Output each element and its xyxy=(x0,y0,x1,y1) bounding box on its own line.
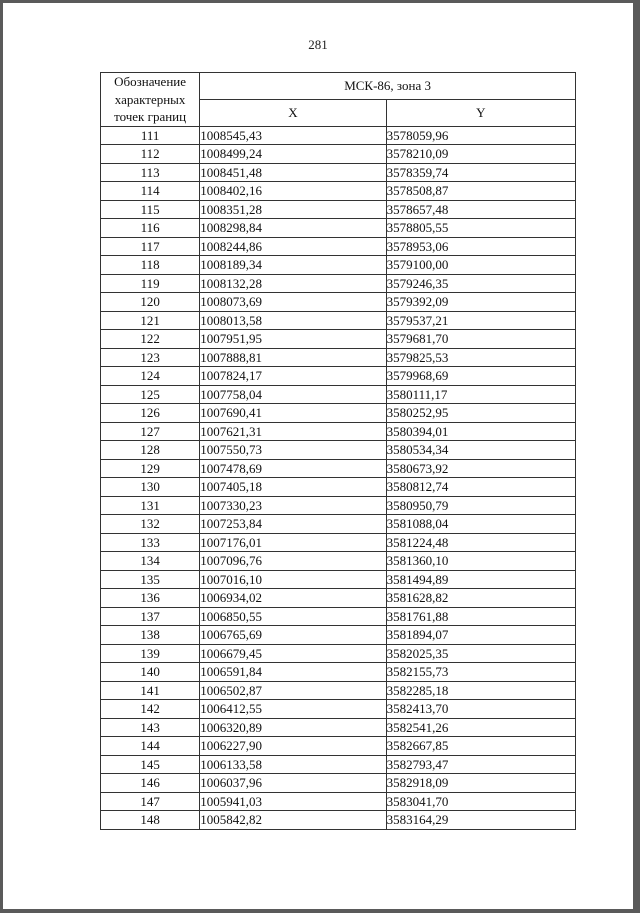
y-coordinate-cell: 3583164,29 xyxy=(386,811,575,830)
y-coordinate-cell: 3578359,74 xyxy=(386,163,575,182)
x-coordinate-cell: 1006227,90 xyxy=(200,737,386,756)
y-coordinate-cell: 3581088,04 xyxy=(386,515,575,534)
y-coordinate-cell: 3580252,95 xyxy=(386,404,575,423)
y-coordinate-cell: 3578210,09 xyxy=(386,145,575,164)
table-row xyxy=(101,441,576,460)
y-coordinate-cell: 3578657,48 xyxy=(386,200,575,219)
point-cell: 146 xyxy=(101,774,200,793)
point-cell: 137 xyxy=(101,607,200,626)
x-coordinate-cell: 1007690,41 xyxy=(200,404,386,423)
point-cell: 138 xyxy=(101,626,200,645)
y-coordinate-cell: 3581628,82 xyxy=(386,589,575,608)
y-coordinate-cell: 3580111,17 xyxy=(386,385,575,404)
table-row xyxy=(101,663,576,682)
table-row xyxy=(101,274,576,293)
point-cell: 148 xyxy=(101,811,200,830)
point-cell: 135 xyxy=(101,570,200,589)
header-point-designation: Обозначение характерных точек границ xyxy=(101,73,200,127)
y-coordinate-cell: 3580950,79 xyxy=(386,496,575,515)
y-coordinate-cell: 3579968,69 xyxy=(386,367,575,386)
table-row xyxy=(101,293,576,312)
table-row xyxy=(101,237,576,256)
x-coordinate-cell: 1008451,48 xyxy=(200,163,386,182)
point-cell: 130 xyxy=(101,478,200,497)
point-cell: 132 xyxy=(101,515,200,534)
point-cell: 129 xyxy=(101,459,200,478)
table-row xyxy=(101,422,576,441)
table-body xyxy=(101,126,576,829)
x-coordinate-cell: 1006591,84 xyxy=(200,663,386,682)
point-cell: 126 xyxy=(101,404,200,423)
table-header xyxy=(101,73,576,127)
x-coordinate-cell: 1006037,96 xyxy=(200,774,386,793)
point-cell: 117 xyxy=(101,237,200,256)
table-row xyxy=(101,774,576,793)
x-coordinate-cell: 1007405,18 xyxy=(200,478,386,497)
table-row xyxy=(101,182,576,201)
table-row xyxy=(101,348,576,367)
point-cell: 147 xyxy=(101,792,200,811)
y-coordinate-cell: 3581894,07 xyxy=(386,626,575,645)
table-row xyxy=(101,626,576,645)
point-cell: 134 xyxy=(101,552,200,571)
point-cell: 131 xyxy=(101,496,200,515)
table-row xyxy=(101,385,576,404)
x-coordinate-cell: 1008545,43 xyxy=(200,126,386,145)
point-cell: 122 xyxy=(101,330,200,349)
table-row xyxy=(101,459,576,478)
y-coordinate-cell: 3582918,09 xyxy=(386,774,575,793)
x-coordinate-cell: 1008499,24 xyxy=(200,145,386,164)
y-coordinate-cell: 3578059,96 xyxy=(386,126,575,145)
x-coordinate-cell: 1008402,16 xyxy=(200,182,386,201)
y-coordinate-cell: 3579100,00 xyxy=(386,256,575,275)
y-coordinate-cell: 3582541,26 xyxy=(386,718,575,737)
point-cell: 116 xyxy=(101,219,200,238)
x-coordinate-cell: 1007330,23 xyxy=(200,496,386,515)
coordinates-table xyxy=(100,72,576,830)
table-row xyxy=(101,718,576,737)
x-coordinate-cell: 1007478,69 xyxy=(200,459,386,478)
x-coordinate-cell: 1006679,45 xyxy=(200,644,386,663)
y-coordinate-cell: 3582285,18 xyxy=(386,681,575,700)
table-row xyxy=(101,200,576,219)
table-row xyxy=(101,700,576,719)
x-coordinate-cell: 1006133,58 xyxy=(200,755,386,774)
x-coordinate-cell: 1008189,34 xyxy=(200,256,386,275)
x-coordinate-cell: 1007758,04 xyxy=(200,385,386,404)
y-coordinate-cell: 3578805,55 xyxy=(386,219,575,238)
x-coordinate-cell: 1006412,55 xyxy=(200,700,386,719)
point-cell: 124 xyxy=(101,367,200,386)
table-row xyxy=(101,145,576,164)
point-cell: 112 xyxy=(101,145,200,164)
point-cell: 127 xyxy=(101,422,200,441)
y-coordinate-cell: 3581494,89 xyxy=(386,570,575,589)
y-coordinate-cell: 3579537,21 xyxy=(386,311,575,330)
y-coordinate-cell: 3580534,34 xyxy=(386,441,575,460)
y-coordinate-cell: 3580673,92 xyxy=(386,459,575,478)
table-row xyxy=(101,219,576,238)
document-page xyxy=(3,3,633,909)
x-coordinate-cell: 1008132,28 xyxy=(200,274,386,293)
y-coordinate-cell: 3581360,10 xyxy=(386,552,575,571)
table-row xyxy=(101,256,576,275)
x-coordinate-cell: 1006850,55 xyxy=(200,607,386,626)
x-coordinate-cell: 1008073,69 xyxy=(200,293,386,312)
table-row xyxy=(101,552,576,571)
table-row xyxy=(101,330,576,349)
table-row xyxy=(101,811,576,830)
point-cell: 143 xyxy=(101,718,200,737)
y-coordinate-cell: 3579246,35 xyxy=(386,274,575,293)
table-row xyxy=(101,515,576,534)
y-coordinate-cell: 3581224,48 xyxy=(386,533,575,552)
point-cell: 128 xyxy=(101,441,200,460)
point-cell: 120 xyxy=(101,293,200,312)
x-coordinate-cell: 1007621,31 xyxy=(200,422,386,441)
point-cell: 140 xyxy=(101,663,200,682)
x-coordinate-cell: 1007824,17 xyxy=(200,367,386,386)
table-row xyxy=(101,367,576,386)
table-row xyxy=(101,533,576,552)
point-cell: 136 xyxy=(101,589,200,608)
table-row xyxy=(101,681,576,700)
point-cell: 139 xyxy=(101,644,200,663)
x-coordinate-cell: 1007951,95 xyxy=(200,330,386,349)
y-coordinate-cell: 3579681,70 xyxy=(386,330,575,349)
y-coordinate-cell: 3579392,09 xyxy=(386,293,575,312)
y-coordinate-cell: 3582793,47 xyxy=(386,755,575,774)
point-cell: 145 xyxy=(101,755,200,774)
x-coordinate-cell: 1005941,03 xyxy=(200,792,386,811)
point-cell: 141 xyxy=(101,681,200,700)
x-coordinate-cell: 1008298,84 xyxy=(200,219,386,238)
y-coordinate-cell: 3582025,35 xyxy=(386,644,575,663)
y-coordinate-cell: 3582667,85 xyxy=(386,737,575,756)
table-row xyxy=(101,644,576,663)
point-cell: 119 xyxy=(101,274,200,293)
point-cell: 118 xyxy=(101,256,200,275)
point-cell: 113 xyxy=(101,163,200,182)
point-cell: 123 xyxy=(101,348,200,367)
header-x: X xyxy=(200,99,386,126)
x-coordinate-cell: 1007888,81 xyxy=(200,348,386,367)
y-coordinate-cell: 3578953,06 xyxy=(386,237,575,256)
table-row xyxy=(101,163,576,182)
table-row xyxy=(101,126,576,145)
table-row xyxy=(101,496,576,515)
table-row xyxy=(101,607,576,626)
x-coordinate-cell: 1006934,02 xyxy=(200,589,386,608)
table-row xyxy=(101,311,576,330)
x-coordinate-cell: 1007176,01 xyxy=(200,533,386,552)
y-coordinate-cell: 3581761,88 xyxy=(386,607,575,626)
x-coordinate-cell: 1008351,28 xyxy=(200,200,386,219)
y-coordinate-cell: 3580394,01 xyxy=(386,422,575,441)
table-row xyxy=(101,404,576,423)
y-coordinate-cell: 3582155,73 xyxy=(386,663,575,682)
point-cell: 121 xyxy=(101,311,200,330)
x-coordinate-cell: 1006765,69 xyxy=(200,626,386,645)
table-row xyxy=(101,737,576,756)
point-cell: 125 xyxy=(101,385,200,404)
x-coordinate-cell: 1007550,73 xyxy=(200,441,386,460)
table-row xyxy=(101,589,576,608)
y-coordinate-cell: 3582413,70 xyxy=(386,700,575,719)
x-coordinate-cell: 1007096,76 xyxy=(200,552,386,571)
table-row xyxy=(101,792,576,811)
point-cell: 133 xyxy=(101,533,200,552)
point-cell: 115 xyxy=(101,200,200,219)
x-coordinate-cell: 1008013,58 xyxy=(200,311,386,330)
x-coordinate-cell: 1006320,89 xyxy=(200,718,386,737)
x-coordinate-cell: 1007016,10 xyxy=(200,570,386,589)
table-row xyxy=(101,755,576,774)
y-coordinate-cell: 3580812,74 xyxy=(386,478,575,497)
x-coordinate-cell: 1008244,86 xyxy=(200,237,386,256)
x-coordinate-cell: 1005842,82 xyxy=(200,811,386,830)
y-coordinate-cell: 3583041,70 xyxy=(386,792,575,811)
point-cell: 114 xyxy=(101,182,200,201)
x-coordinate-cell: 1007253,84 xyxy=(200,515,386,534)
point-cell: 111 xyxy=(101,126,200,145)
point-cell: 144 xyxy=(101,737,200,756)
y-coordinate-cell: 3579825,53 xyxy=(386,348,575,367)
x-coordinate-cell: 1006502,87 xyxy=(200,681,386,700)
point-cell: 142 xyxy=(101,700,200,719)
page-number: 281 xyxy=(308,37,328,52)
table-row xyxy=(101,570,576,589)
header-y: Y xyxy=(386,99,575,126)
y-coordinate-cell: 3578508,87 xyxy=(386,182,575,201)
table-row xyxy=(101,478,576,497)
header-coordinate-system: МСК-86, зона 3 xyxy=(200,73,576,100)
